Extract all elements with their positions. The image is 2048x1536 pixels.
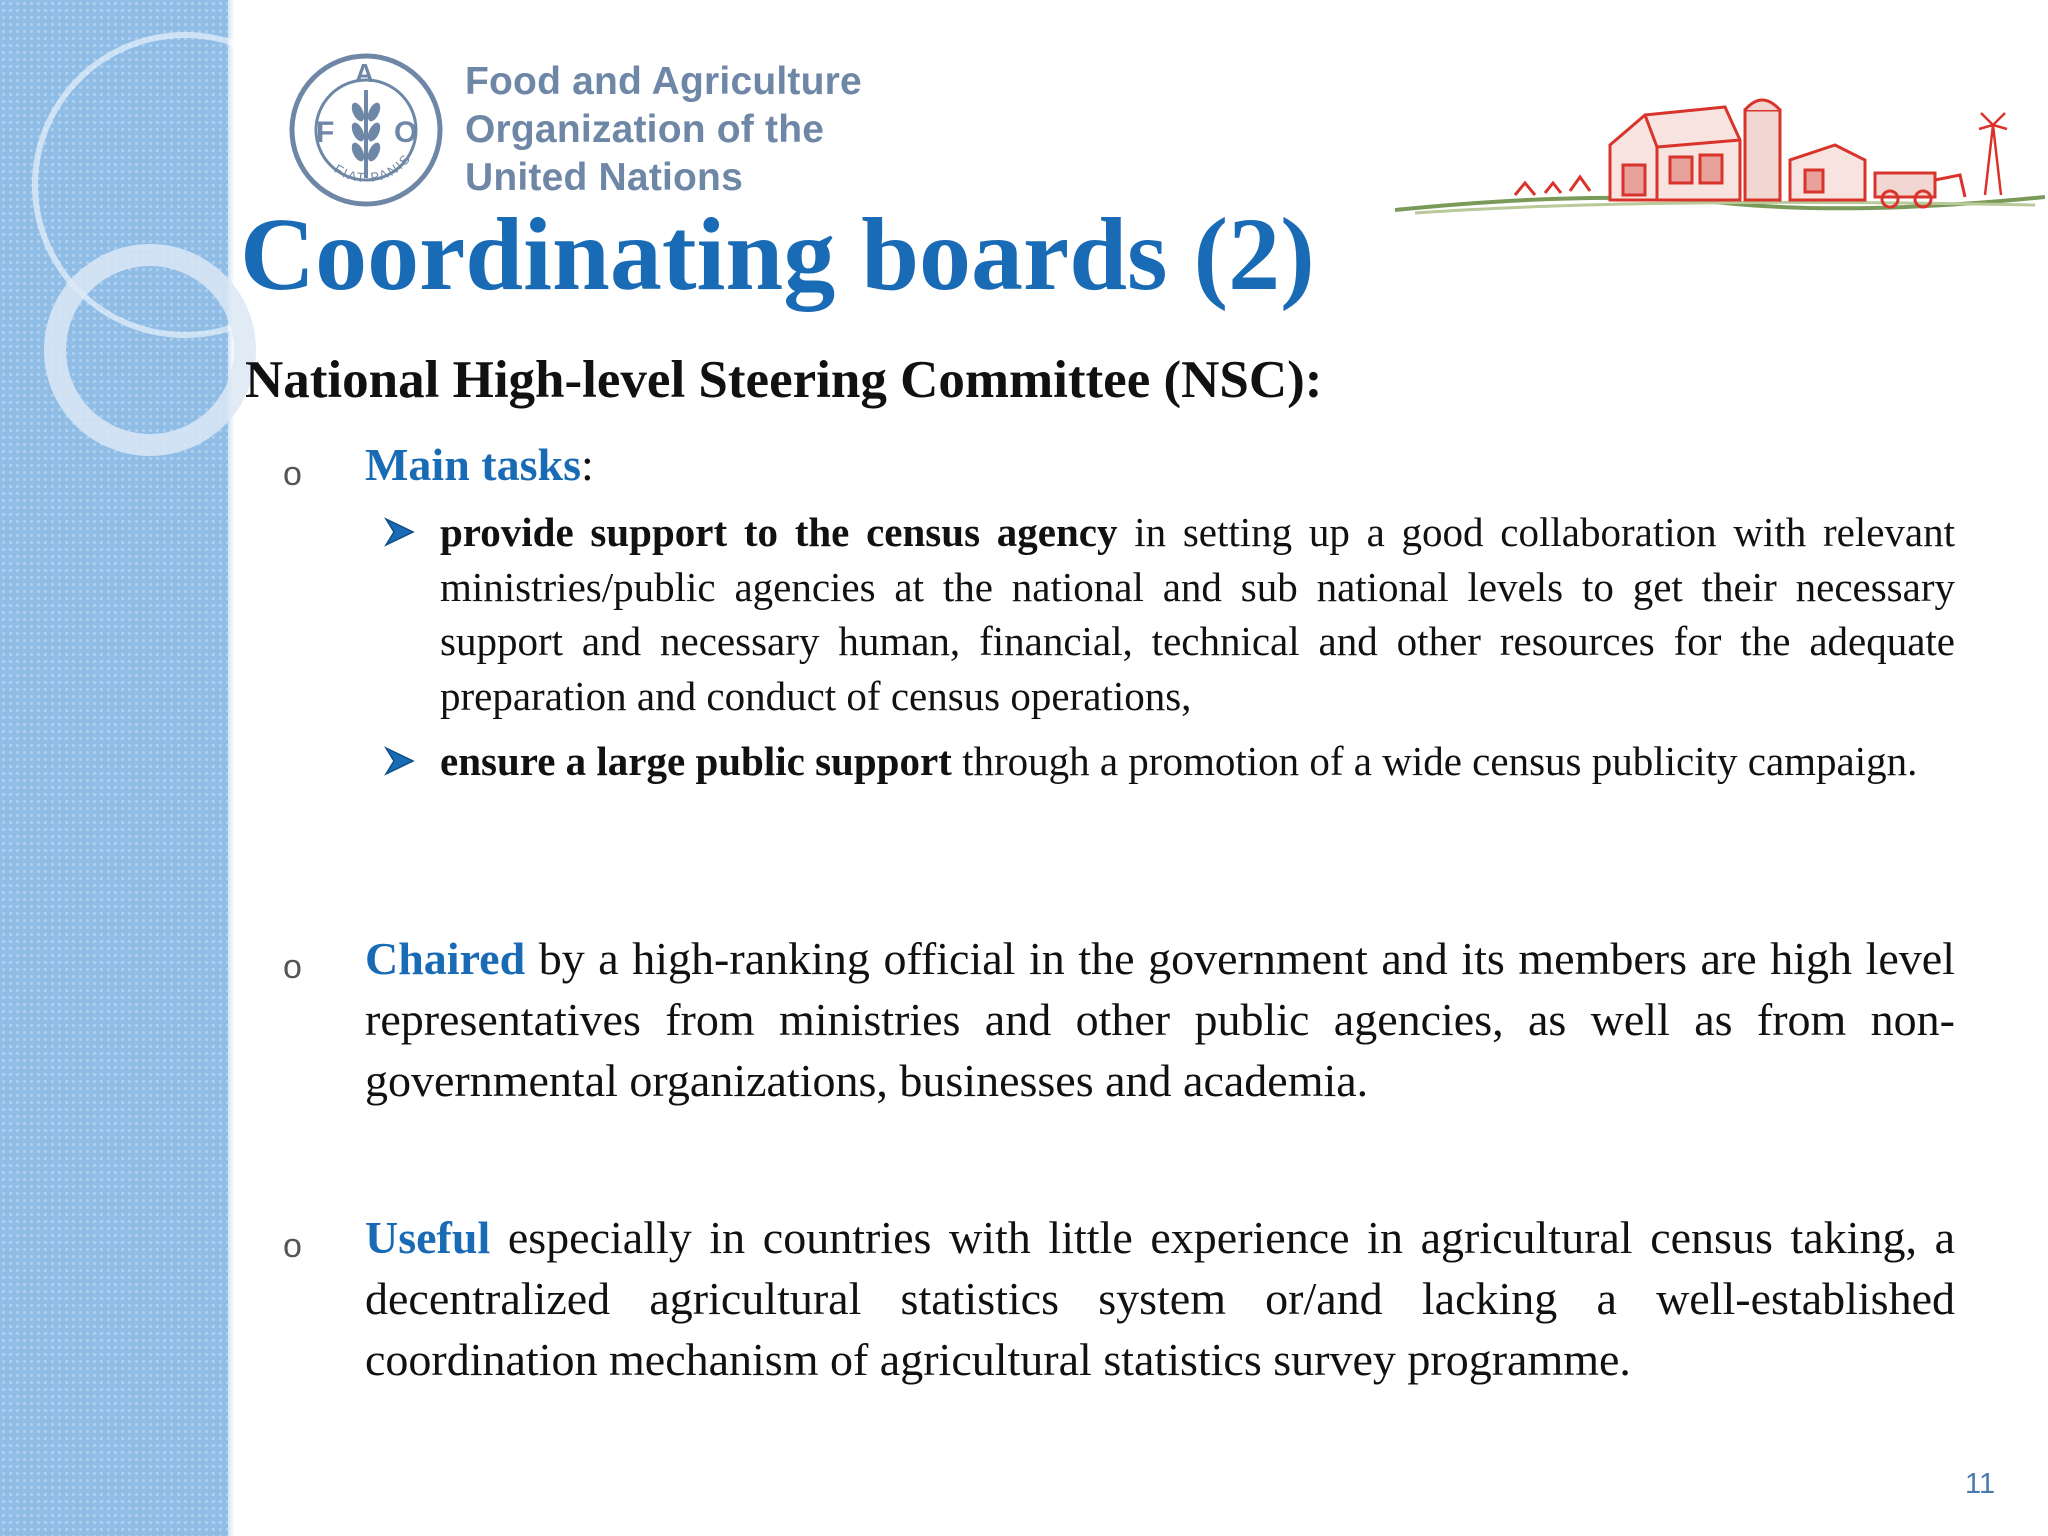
emblem-letter-o: O bbox=[394, 116, 418, 149]
main-task-item-1-text: in setting up a good collaboration with relevant ministries/public agencies at the national and sub national levels to get their necessary support and necessary human, financial, technical and other resources for the adequate preparation and conduct of census operations, bbox=[440, 509, 1955, 719]
main-task-item-2-text: through a promotion of a wide census publicity campaign. bbox=[951, 738, 1918, 784]
bullet-chaired: o bbox=[283, 948, 302, 986]
useful-text: especially in countries with little experience in agricultural census taking, a decentralized agricultural statistics system or/and lacking a well-established coordination mechanism of agricultural statistics survey programme. bbox=[365, 1212, 1955, 1385]
main-task-item-1 bbox=[440, 505, 1955, 723]
useful-label: Useful bbox=[365, 1212, 491, 1263]
org-name-line-2: Organization of the bbox=[465, 108, 825, 151]
useful-paragraph bbox=[365, 1207, 1955, 1390]
arrowhead-icon bbox=[383, 744, 417, 778]
farm-illustration bbox=[1395, 85, 2045, 220]
arrowhead-icon bbox=[383, 515, 417, 549]
chaired-paragraph bbox=[365, 928, 1955, 1111]
main-task-item-1-bold: provide support to the census agency bbox=[440, 509, 1118, 555]
chaired-label: Chaired bbox=[365, 933, 526, 984]
main-task-item-2 bbox=[440, 734, 1955, 789]
main-tasks-label: Main tasks bbox=[365, 439, 581, 490]
chaired-text: by a high-ranking official in the government and its members are high level representatives from ministries and other public agencies, as well as from non-governmental organizations, businesses and academia. bbox=[365, 933, 1955, 1106]
bullet-useful: o bbox=[283, 1227, 302, 1265]
page-number: 11 bbox=[1965, 1468, 1996, 1500]
emblem-letter-a: A bbox=[355, 58, 374, 88]
slide-subtitle: National High-level Steering Committee (NSC): bbox=[245, 351, 1323, 409]
slide-title: Coordinating boards (2) bbox=[240, 197, 1315, 312]
org-name-line-1: Food and Agriculture bbox=[465, 60, 862, 103]
main-task-item-2-bold: ensure a large public support bbox=[440, 738, 952, 784]
bullet-main-tasks: o bbox=[283, 455, 302, 493]
emblem-motto: FIAT PANIS bbox=[331, 150, 415, 186]
organization-name bbox=[465, 58, 862, 202]
emblem-letter-f: F bbox=[316, 116, 335, 149]
fao-emblem-icon bbox=[286, 50, 446, 210]
org-name-line-3: United Nations bbox=[465, 156, 743, 199]
main-tasks-colon: : bbox=[580, 439, 594, 490]
main-tasks-heading bbox=[365, 435, 594, 495]
